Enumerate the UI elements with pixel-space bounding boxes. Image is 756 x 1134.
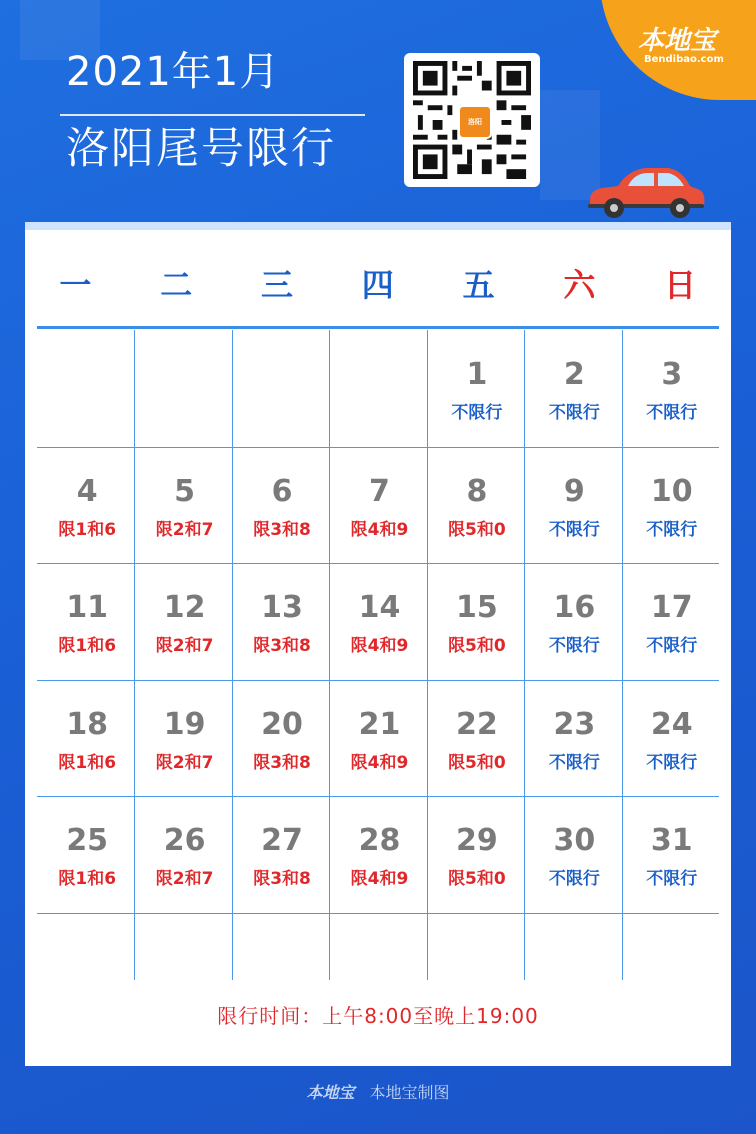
restriction-status: 限4和9 — [350, 869, 409, 889]
restriction-status: 不限行 — [451, 403, 503, 423]
calendar-day-cell — [622, 563, 722, 680]
day-number: 20 — [261, 706, 303, 742]
restriction-status: 不限行 — [646, 403, 698, 423]
month-title: 2021年1月 — [66, 49, 281, 95]
restriction-status: 限1和6 — [58, 869, 117, 889]
day-number: 13 — [261, 590, 303, 625]
qr-badge: 洛阳 — [458, 105, 492, 139]
calendar-day-cell — [329, 680, 429, 797]
calendar-day-cell — [37, 563, 137, 680]
calendar-day-cell — [134, 680, 234, 797]
calendar-day-cell — [134, 563, 234, 680]
restriction-status: 限5和0 — [448, 519, 506, 540]
brand-url: Bendibao.com — [644, 54, 724, 65]
restriction-status: 不限行 — [646, 869, 698, 889]
restriction-status: 限1和6 — [58, 519, 117, 540]
restriction-status: 限3和8 — [253, 519, 311, 540]
day-number: 28 — [358, 823, 401, 858]
restriction-status: 限2和7 — [155, 752, 214, 773]
day-number: 3 — [661, 357, 683, 392]
page-title: 洛阳尾号限行 — [66, 124, 336, 174]
day-number: 18 — [66, 706, 109, 742]
restriction-status: 限4和9 — [350, 636, 409, 656]
footer — [0, 1080, 756, 1103]
restriction-status: 限3和8 — [253, 752, 311, 773]
restriction-status: 不限行 — [548, 869, 600, 889]
header-divider — [37, 326, 719, 329]
day-number: 15 — [456, 590, 498, 625]
day-number: 22 — [456, 706, 498, 742]
restriction-status: 限5和0 — [448, 869, 506, 889]
calendar-day-cell — [622, 447, 722, 564]
day-number: 24 — [650, 706, 693, 742]
day-number: 27 — [261, 823, 303, 858]
footer-logo: 本地宝 — [306, 1083, 355, 1102]
restriction-status: 限5和0 — [448, 636, 506, 656]
calendar-day-cell — [232, 330, 332, 447]
restriction-status: 限3和8 — [253, 636, 311, 656]
day-number: 17 — [650, 590, 693, 625]
car-icon — [584, 160, 708, 224]
calendar-day-cell — [427, 680, 527, 797]
restriction-status: 限2和7 — [155, 869, 214, 889]
restriction-status: 限1和6 — [58, 752, 117, 773]
day-number: 6 — [271, 473, 293, 509]
calendar-day-cell — [622, 796, 722, 913]
weekday-header — [25, 250, 731, 320]
calendar-day-cell — [329, 796, 429, 913]
calendar-day-cell — [427, 330, 527, 447]
calendar-day-cell — [524, 563, 624, 680]
calendar-day-cell — [134, 330, 234, 447]
calendar-day-cell — [232, 680, 332, 797]
weekday-sat: 六 — [563, 266, 596, 304]
calendar-day-cell — [524, 680, 624, 797]
day-number: 9 — [563, 473, 585, 509]
restriction-status: 限5和0 — [448, 752, 506, 773]
calendar-day-cell — [232, 796, 332, 913]
calendar-day-cell — [427, 447, 527, 564]
calendar-day-cell — [427, 796, 527, 913]
calendar-day-cell — [524, 447, 624, 564]
weekday-mon: 一 — [59, 266, 92, 304]
calendar-day-cell — [622, 330, 722, 447]
day-number: 11 — [66, 590, 109, 625]
restriction-status: 限2和7 — [155, 636, 214, 656]
calendar-day-cell — [37, 796, 137, 913]
brand-name: 本地宝 — [638, 26, 717, 56]
calendar-day-cell — [232, 447, 332, 564]
restriction-time-note: 限行时间：上午8:00至晚上19:00 — [217, 1004, 539, 1028]
day-number: 5 — [174, 473, 196, 509]
calendar-day-cell — [329, 563, 429, 680]
calendar-day-cell — [427, 563, 527, 680]
day-number: 16 — [553, 590, 596, 625]
day-number: 12 — [163, 590, 206, 625]
calendar-day-cell — [37, 680, 137, 797]
restriction-status: 限2和7 — [155, 519, 214, 540]
day-number: 14 — [358, 590, 401, 625]
calendar-day-cell — [37, 447, 137, 564]
weekday-thu: 四 — [361, 266, 394, 304]
restriction-status: 不限行 — [548, 752, 600, 773]
weekday-fri: 五 — [462, 266, 495, 304]
footer-text: 本地宝制图 — [369, 1083, 450, 1102]
day-number: 30 — [553, 823, 596, 858]
calendar-day-cell — [622, 680, 722, 797]
calendar-day-cell — [524, 330, 624, 447]
weekday-sun: 日 — [664, 266, 697, 304]
day-number: 31 — [650, 823, 693, 858]
restriction-status: 不限行 — [646, 519, 698, 540]
calendar-day-cell — [524, 796, 624, 913]
calendar-day-cell — [37, 330, 137, 447]
day-number: 4 — [76, 473, 98, 509]
day-number: 10 — [650, 473, 693, 509]
calendar-day-cell — [134, 796, 234, 913]
title-divider — [60, 114, 365, 116]
restriction-status: 不限行 — [548, 636, 600, 656]
restriction-status: 不限行 — [646, 752, 698, 773]
day-number: 23 — [553, 706, 596, 742]
day-number: 29 — [456, 823, 498, 858]
day-number: 2 — [563, 357, 585, 392]
day-number: 8 — [466, 473, 488, 509]
day-number: 25 — [66, 823, 109, 858]
calendar-day-cell — [232, 563, 332, 680]
day-number: 21 — [358, 706, 401, 742]
restriction-status: 限4和9 — [350, 752, 409, 773]
qr-code[interactable] — [404, 53, 540, 187]
restriction-status: 不限行 — [548, 403, 600, 423]
restriction-status: 不限行 — [646, 636, 698, 656]
calendar-day-cell — [134, 447, 234, 564]
day-number: 7 — [369, 473, 390, 509]
restriction-status: 不限行 — [548, 519, 600, 540]
weekday-wed: 三 — [260, 266, 293, 304]
restriction-status: 限1和6 — [58, 636, 117, 656]
weekday-tue: 二 — [160, 266, 193, 304]
calendar-day-cell — [329, 330, 429, 447]
calendar-grid — [37, 330, 719, 980]
day-number: 19 — [163, 706, 206, 742]
calendar-day-cell — [329, 447, 429, 564]
calendar-card — [25, 222, 731, 1066]
brand-corner-logo — [600, 0, 756, 100]
restriction-status: 限4和9 — [350, 519, 409, 540]
day-number: 1 — [466, 357, 488, 392]
day-number: 26 — [163, 823, 206, 858]
restriction-status: 限3和8 — [253, 869, 311, 889]
